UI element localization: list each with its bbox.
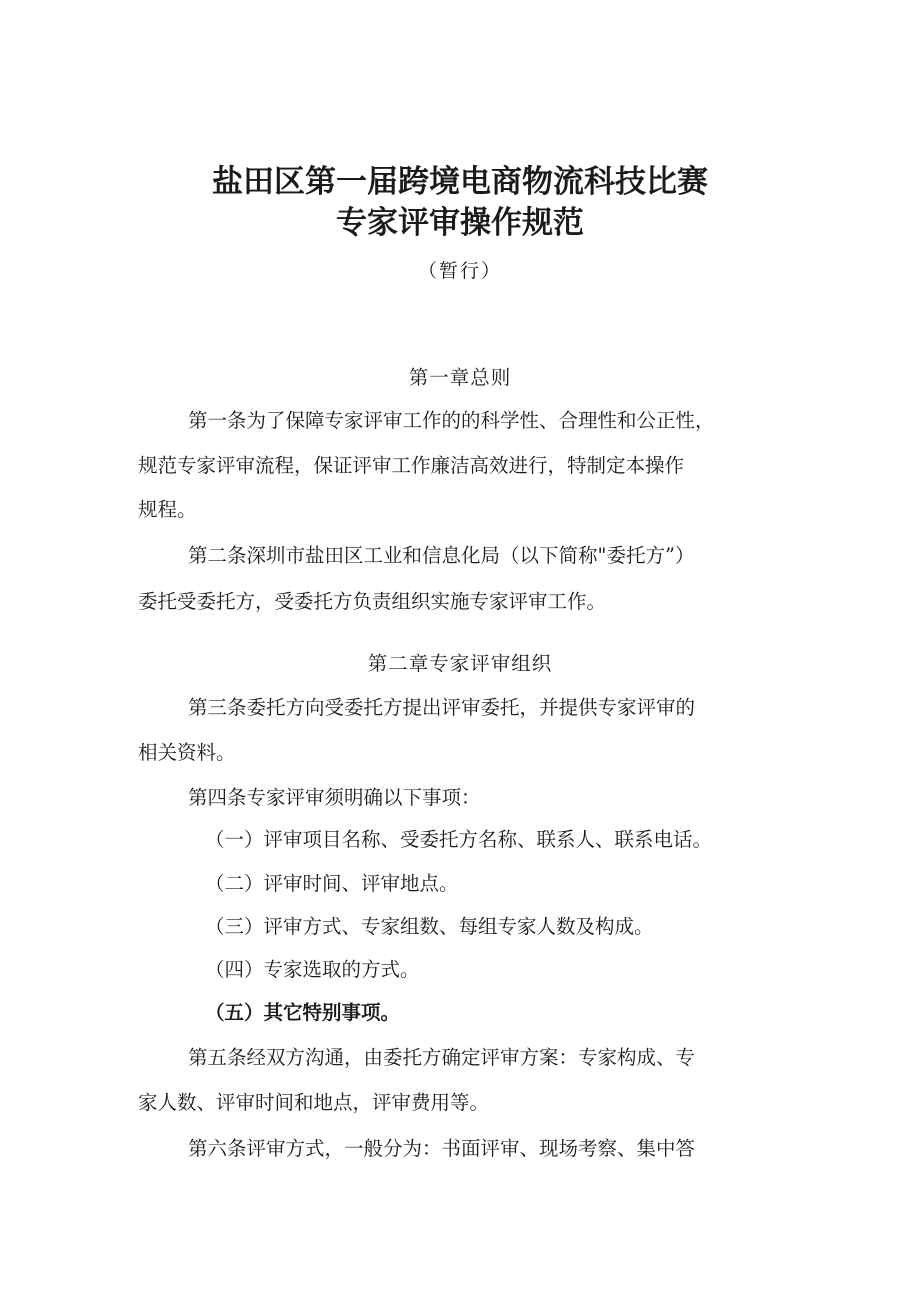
article-4-line-1: 第四条专家评审须明确以下事项： — [188, 786, 481, 809]
article-4-item-3: （三）评审方式、专家组数、每组专家人数及构成。 — [205, 915, 654, 938]
document-title-line-1: 盐田区第一届跨境电商物流科技比赛 — [212, 164, 708, 200]
chapter-heading-1: 第一章总则 — [408, 366, 512, 389]
document-subtitle: （暂行） — [417, 260, 502, 282]
article-1-line-1: 第一条为了保障专家评审工作的的科学性、合理性和公正性， — [188, 409, 715, 432]
article-2-line-2: 委托受委托方，受委托方负责组织实施专家评审工作。 — [138, 590, 607, 613]
article-2-line-1: 第二条深圳市盐田区工业和信息化局（以下简称"委托方”） — [188, 544, 695, 567]
chapter-heading-2: 第二章专家评审组织 — [367, 652, 553, 675]
article-1-line-2: 规范专家评审流程，保证评审工作廉洁高效进行，特制定本操作 — [138, 454, 685, 477]
article-4-item-5: （五）其它特别事项。 — [205, 1001, 401, 1024]
document-title-line-2: 专家评审操作规范 — [336, 205, 584, 241]
article-3-line-2: 相关资料。 — [138, 741, 236, 764]
article-4-item-1: （一）评审项目名称、受委托方名称、联系人、联系电话。 — [205, 828, 713, 851]
article-6-line-1: 第六条评审方式，一般分为：书面评审、现场考察、集中答 — [188, 1137, 696, 1160]
article-3-line-1: 第三条委托方向受委托方提出评审委托，并提供专家评审的 — [188, 696, 696, 719]
article-1-line-3: 规程。 — [138, 498, 197, 521]
article-5-line-1: 第五条经双方沟通，由委托方确定评审方案：专家构成、专 — [188, 1046, 696, 1069]
article-5-line-2: 家人数、评审时间和地点，评审费用等。 — [138, 1091, 490, 1114]
article-4-item-4: （四）专家选取的方式。 — [205, 958, 420, 981]
article-4-item-2: （二）评审时间、评审地点。 — [205, 872, 459, 895]
